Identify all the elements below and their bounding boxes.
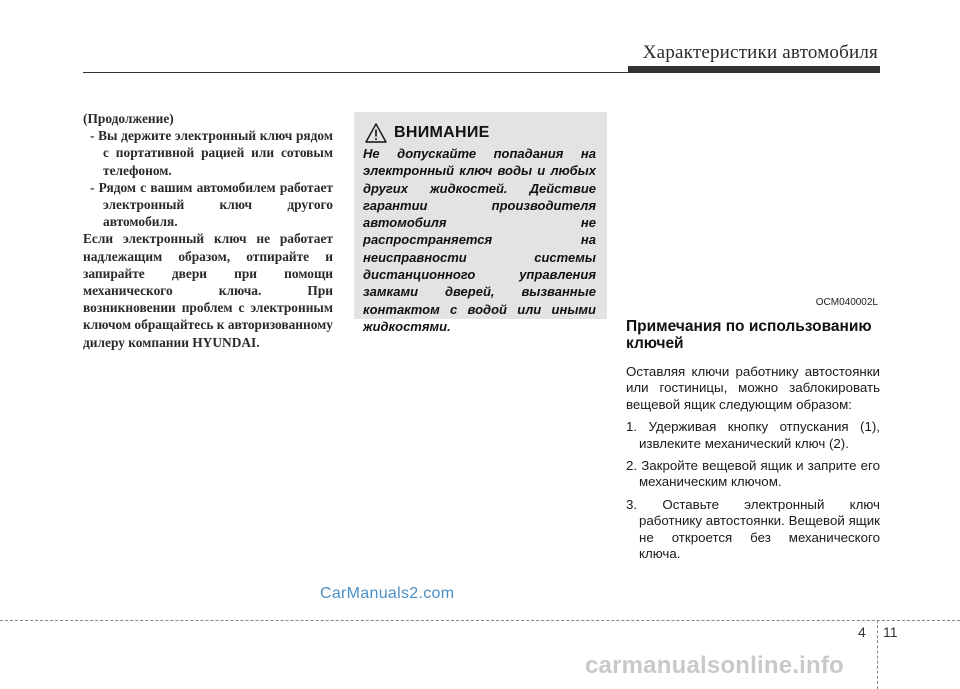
warning-box [354,112,607,334]
footer-site-watermark: carmanualsonline.info [585,652,844,679]
key-illustration-area [625,90,883,305]
bullet-item: - Вы держите электронный ключ рядом с портативной рацией или сотовым телефоном. [90,128,333,178]
page-number: 11 [883,624,898,640]
figure-code: OCM040002L [815,297,878,308]
warning-triangle-icon [364,122,388,144]
watermark-link[interactable]: CarManuals2.com [320,585,455,602]
numbered-step: 3. Оставьте электронный ключ работнику автостоянки. Вещевой ящик не откроется без механического ключа. [626,496,880,562]
footer-divider [0,620,960,621]
right-column [626,318,880,568]
section-heading: Примечания по использованию ключей [626,318,872,352]
numbered-step: 2. Закройте вещевой ящик и заприте его механическим ключом. [626,458,880,490]
continued-label: (Продолжение) [83,111,174,126]
footer-vertical-divider [877,620,878,689]
section-intro: Оставляя ключи работнику автостоянки или гостиницы, можно заблокировать вещевой ящик следующим образом: [626,364,880,412]
bullet-item: - Рядом с вашим автомобилем работает электронный ключ другого автомобиля. [90,179,333,230]
numbered-step: 1. Удерживая кнопку отпускания (1), извлеките механический ключ (2). [626,419,880,451]
warning-header [364,122,490,144]
header-divider [83,72,880,73]
warning-text: Не допускайте попадания на электронный ключ воды и любых других жидкостей. Действие гарантии производителя автомобиля не распространяется на неисправности системы дистанционного управления замками дверей, вызванные контактом с водой или иными жидкостями. [363,146,596,334]
chapter-number: 4 [858,624,866,640]
warning-title: ВНИМАНИЕ [394,124,490,141]
fallback-paragraph: Если электронный ключ не работает надлежащим образом, отпирайте и запирайте двери при помощи механического ключа. При возникновении проблем с электронным ключом обращайтесь к авторизованному дилеру компании HYUNDAI. [83,231,333,350]
left-column [83,110,333,351]
page-header-title: Характеристики автомобиля [642,42,878,63]
